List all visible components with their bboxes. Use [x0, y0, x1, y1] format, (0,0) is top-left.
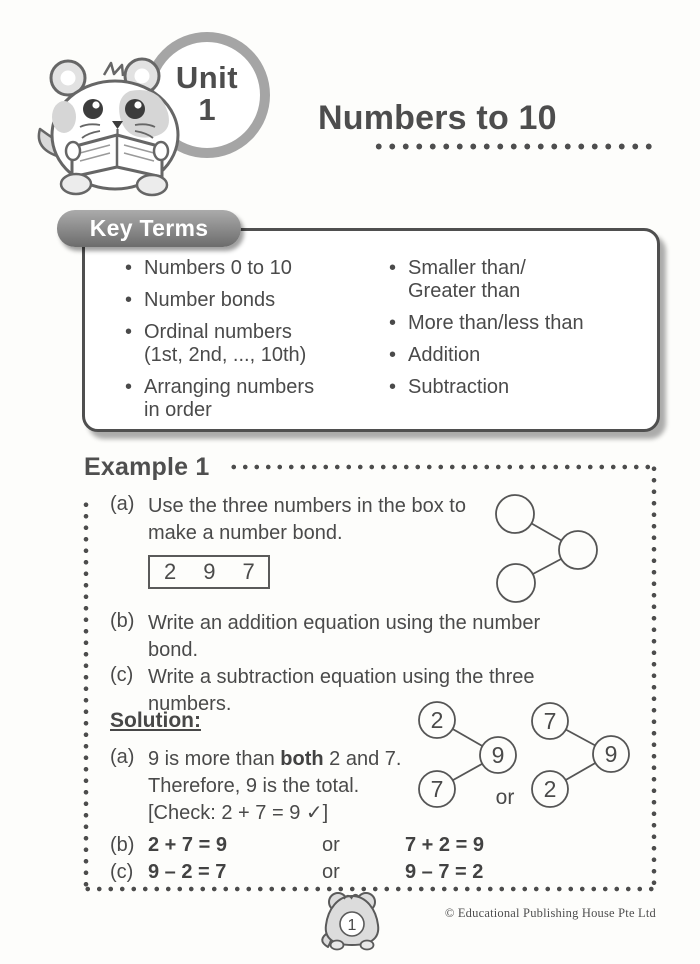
- key-terms-item: [389, 344, 639, 367]
- answer-row: [110, 861, 650, 888]
- bullet-icon: •: [125, 376, 133, 398]
- key-terms-item-line: (1st, 2nd, ..., 10th): [144, 344, 307, 366]
- key-terms-box: [82, 228, 660, 432]
- solution-text-segment: 2 and 7.: [323, 748, 402, 770]
- solution-text-line: Therefore, 9 is the total.: [148, 775, 360, 797]
- key-terms-item: [389, 376, 639, 399]
- bond-value: 9: [604, 741, 618, 767]
- key-terms-item-line: More than/less than: [408, 312, 584, 334]
- part-a-text: [148, 493, 498, 547]
- part-b-text: [148, 610, 588, 664]
- key-terms-item: [389, 257, 639, 303]
- page-title: Numbers to 10: [318, 98, 557, 137]
- or-label: or: [495, 786, 515, 809]
- bullet-icon: •: [389, 257, 397, 279]
- bond-value: 2: [543, 776, 557, 802]
- key-terms-item-line: Ordinal numbers: [144, 321, 292, 343]
- bond-circle: [496, 495, 534, 533]
- key-terms-item-line: Number bonds: [144, 289, 276, 311]
- key-terms-item: [389, 312, 639, 335]
- solution-text-bold: both: [280, 748, 324, 770]
- equation: 2 + 7 = 9: [148, 834, 227, 856]
- number-box-value: 2: [164, 559, 177, 584]
- bond-value: 2: [430, 707, 444, 733]
- key-terms-section: [82, 210, 660, 432]
- hamster-mascot-illustration: [30, 55, 220, 200]
- part-c-label: (c): [110, 664, 134, 686]
- bullet-icon: •: [125, 321, 133, 343]
- bond-value: 9: [491, 742, 505, 768]
- key-terms-item-line: Arranging numbers: [144, 376, 315, 398]
- example-border-right: [650, 463, 658, 889]
- bond-value: 7: [430, 776, 444, 802]
- number-bond-diagram-empty: [482, 489, 612, 617]
- number-bond-diagram-solution: [415, 701, 647, 821]
- copyright-text: © Educational Publishing House Pte Ltd: [444, 906, 656, 920]
- part-text-line: Use the three numbers in the box to: [148, 495, 466, 517]
- part-a-label: (a): [110, 493, 135, 515]
- bullet-icon: •: [389, 312, 397, 334]
- key-terms-item-line: in order: [144, 399, 212, 421]
- answer-row: [110, 834, 650, 861]
- number-box-value: 7: [242, 559, 255, 584]
- key-terms-item: [125, 257, 389, 280]
- solution-text-line: [Check: 2 + 7 = 9 ✓]: [148, 802, 329, 824]
- bond-circle: [497, 564, 535, 602]
- number-box: [148, 555, 270, 589]
- part-text-line: numbers.: [148, 693, 232, 715]
- equation: 7 + 2 = 9: [405, 834, 484, 856]
- page-number-mouse-icon: [320, 890, 388, 952]
- example-heading: Example 1: [84, 453, 217, 482]
- solution-heading: Solution:: [110, 709, 201, 732]
- key-terms-item-line: Smaller than/: [408, 257, 526, 279]
- header-dotted-line: [372, 142, 658, 151]
- number-box-value: 9: [203, 559, 216, 584]
- answer-label: (c): [110, 861, 134, 883]
- solution-text-segment: 9 is more than: [148, 748, 281, 770]
- example-border-top: [228, 463, 657, 471]
- solution-a-label: (a): [110, 746, 135, 768]
- key-terms-left-column: [125, 257, 389, 429]
- page-number: 1: [347, 917, 357, 934]
- part-text-line: bond.: [148, 639, 199, 661]
- or-label: or: [322, 861, 340, 883]
- bond-circle: [559, 531, 597, 569]
- key-terms-item-line: Subtraction: [408, 376, 510, 398]
- bullet-icon: •: [125, 289, 133, 311]
- unit-label: Unit: [175, 60, 239, 95]
- equation: 9 – 2 = 7: [148, 861, 227, 883]
- key-terms-right-column: [389, 257, 639, 429]
- or-label: or: [322, 834, 340, 856]
- key-terms-item: [125, 289, 389, 312]
- answer-label: (b): [110, 834, 135, 856]
- key-terms-item-line: Greater than: [408, 280, 521, 302]
- key-terms-item: [125, 321, 389, 367]
- bond-value: 7: [543, 708, 557, 734]
- equation: 9 – 7 = 2: [405, 861, 484, 883]
- bullet-icon: •: [389, 344, 397, 366]
- bullet-icon: •: [125, 257, 133, 279]
- part-text-line: Write a subtraction equation using the three: [148, 666, 535, 688]
- unit-number: 1: [198, 92, 216, 127]
- example-border-left: [82, 499, 90, 889]
- example-section: [82, 453, 658, 893]
- key-terms-item: [125, 376, 389, 422]
- part-text-line: make a number bond.: [148, 522, 343, 544]
- part-text-line: Write an addition equation using the number: [148, 612, 541, 634]
- key-terms-item-line: Addition: [408, 344, 481, 366]
- part-b-label: (b): [110, 610, 135, 632]
- key-terms-tab: Key Terms: [57, 210, 241, 247]
- bullet-icon: •: [389, 376, 397, 398]
- key-terms-item-line: Numbers 0 to 10: [144, 257, 292, 279]
